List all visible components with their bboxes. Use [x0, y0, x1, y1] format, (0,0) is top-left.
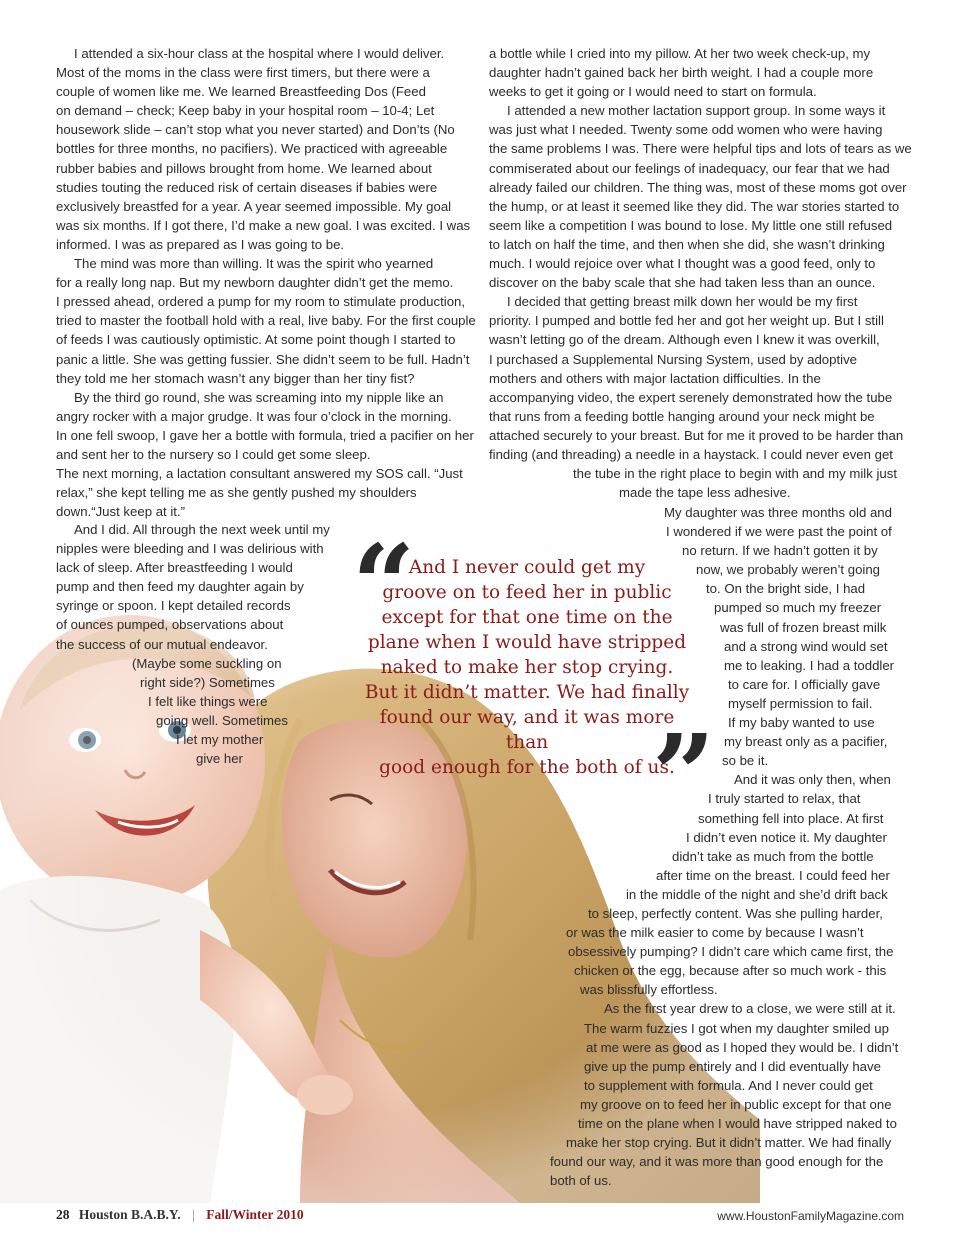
text-line: to sleep, perfectly content. Was she pulling harder,	[588, 905, 883, 921]
text-line: give her	[196, 751, 243, 767]
text-line: and a strong wind would set	[724, 638, 888, 654]
text-line: In one fell swoop, I gave her a bottle with formula, tried a pacifier on her	[56, 427, 474, 443]
text-line: a bottle while I cried into my pillow. At her two week check-up, my	[489, 46, 871, 61]
close-quote-icon: ”	[652, 710, 716, 839]
text-line: the same problems I was. There were helpful tips and lots of tears as we	[489, 141, 912, 157]
text-line: attached securely to your breast. But for me it proved to be harder than	[489, 427, 904, 443]
text-line: made the tape less adhesive.	[619, 485, 791, 501]
website-url[interactable]: www.HoustonFamilyMagazine.com	[717, 1209, 904, 1223]
text-line: pump and then feed my daughter again by	[56, 579, 304, 595]
text-line: finding (and threading) a needle in a haystack. I could never even get	[489, 446, 893, 462]
text-line: was just what I needed. Twenty some odd women who were having	[489, 122, 883, 138]
text-line: of feeds I was cautiously optimistic. At some point though I started to	[56, 332, 456, 348]
text-line: going well. Sometimes	[156, 712, 288, 728]
text-line: housework slide – can’t stop what you never started) and Don’ts (No	[56, 122, 455, 138]
pull-quote-line: except for that one time on the	[381, 607, 673, 628]
text-line: something fell into place. At first	[698, 810, 884, 826]
text-line: And it was only then, when	[734, 772, 891, 788]
text-line: the tube in the right place to begin with and my milk just	[573, 466, 898, 482]
text-line: mothers and others with major lactation difficulties. In the	[489, 370, 821, 386]
text-line: much. I would rejoice over what I thought was a good feed, only to	[489, 256, 876, 272]
text-line: the hump, or at least it seemed like they did. The war stories started to	[489, 198, 900, 214]
text-line: I truly started to relax, that	[708, 791, 861, 807]
pull-quote-line: And I never could get my	[408, 557, 646, 578]
text-line: bottles for three months, no pacifiers). We practiced with agreeable	[56, 141, 448, 157]
text-line: nipples were bleeding and I was delirious with	[56, 541, 324, 557]
pull-quote	[352, 520, 717, 839]
text-line: I attended a new mother lactation support group. In some ways it	[507, 103, 886, 119]
text-line: And I did. All through the next week until my	[74, 522, 330, 537]
text-line: My daughter was three months old and	[664, 505, 892, 520]
text-line: chicken or the egg, because after so much work - this	[574, 963, 887, 979]
text-line: was blissfully effortless.	[580, 982, 718, 998]
text-line: seem like a competition I was bound to lose. My little one still refused	[489, 217, 893, 233]
text-line: didn’t take as much from the bottle	[672, 848, 874, 864]
text-line: was full of frozen breast milk	[720, 619, 887, 635]
pull-quote-line: naked to make her stop crying.	[380, 657, 674, 678]
text-line: I pressed ahead, ordered a pump for my room to stimulate production,	[56, 294, 466, 310]
text-line: I purchased a Supplemental Nursing System, used by adoptive	[489, 351, 857, 367]
text-line: was six months. If I got there, I’d make a new goal. I was excited. I was	[56, 217, 471, 233]
text-line: me to leaking. I had a toddler	[724, 657, 895, 673]
text-line: to care for. I officially gave	[728, 676, 881, 692]
pull-quote-line: found our way, and it was more than	[379, 707, 675, 753]
text-line: already failed our children. The thing was, most of these moms got over	[489, 179, 907, 195]
text-line: I attended a six-hour class at the hospital where I would deliver.	[74, 46, 445, 61]
text-line: wasn’t letting go of the dream. Although even I knew it was overkill,	[489, 332, 880, 348]
text-line: priority. I pumped and bottle fed her and got her weight up. But I still	[489, 313, 884, 329]
text-line: I wondered if we were past the point of	[666, 524, 892, 540]
text-line: to latch on half the time, and then when she did, she wasn’t drinking	[489, 236, 885, 252]
footer-separator: |	[192, 1207, 195, 1222]
left-column-wrap	[56, 520, 356, 768]
text-line: to supplement with formula. And I never could get	[584, 1077, 873, 1093]
text-line: I felt like things were	[148, 693, 268, 709]
text-line: informed. I was as prepared as I was going to be.	[56, 236, 345, 252]
text-line: no return. If we hadn’t gotten it by	[682, 543, 878, 559]
text-line: give up the pump entirely and I did eventually have	[584, 1058, 881, 1074]
text-line: I let my mother	[176, 732, 264, 748]
text-line: so be it.	[722, 753, 769, 769]
text-line: tried to master the football hold with a real, live baby. For the first couple	[56, 313, 476, 329]
text-line: Most of the moms in the class were first timers, but there were a	[56, 65, 430, 81]
text-line: The warm fuzzies I got when my daughter smiled up	[584, 1020, 889, 1036]
text-line: found our way, and it was more than good enough for the	[550, 1154, 884, 1170]
pull-quote-text	[362, 555, 692, 780]
text-line: I didn’t even notice it. My daughter	[686, 829, 887, 845]
page-number: 28	[56, 1207, 70, 1222]
right-column	[489, 44, 912, 502]
magazine-name: Houston B.A.B.Y.	[78, 1207, 181, 1222]
text-line: discover on the baby scale that she had taken less than an ounce.	[489, 275, 876, 291]
text-line: pumped so much my freezer	[714, 600, 882, 616]
text-line: or was the milk easier to come by because I wasn’t	[566, 925, 864, 941]
text-line: now, we probably weren’t going	[696, 562, 881, 578]
text-line: couple of women like me. We learned Breastfeeding Dos (Feed	[56, 84, 426, 100]
text-line: of ounces pumped, observations about	[56, 617, 284, 633]
text-line: By the third go round, she was screaming into my nipple like an	[74, 389, 444, 405]
text-line: accompanying video, the expert serenely demonstrated how the tube	[489, 389, 893, 405]
text-line: right side?) Sometimes	[140, 674, 275, 690]
text-line: exclusively breastfed for a year. A year seemed impossible. My goal	[56, 198, 452, 214]
text-line: angry rocker with a major grudge. It was four o’clock in the morning.	[56, 408, 452, 424]
text-line: relax,” she kept telling me as she gently pushed my shoulders	[56, 485, 417, 501]
pull-quote-line: But it didn’t matter. We had finally	[364, 682, 690, 703]
text-line: syringe or spoon. I kept detailed records	[56, 598, 291, 614]
text-line: at me were as good as I hoped they would be. I didn’t	[586, 1039, 899, 1055]
text-line: and sent her to the nursery so I could get some sleep.	[56, 446, 371, 462]
text-line: (Maybe some suckling on	[132, 655, 282, 671]
text-line: my breast only as a pacifier,	[724, 734, 888, 750]
text-line: I decided that getting breast milk down her would be my first	[507, 294, 858, 310]
text-line: panic a little. She was getting fussier. She didn’t seem to be full. Hadn’t	[56, 351, 470, 367]
pull-quote-line: good enough for the both of us.	[379, 757, 675, 778]
text-line: for a really long nap. But my newborn daughter didn’t get the memo.	[56, 275, 454, 291]
text-line: make her stop crying. But it didn’t matter. We had finally	[566, 1135, 892, 1151]
text-line: weeks to get it going or I would need to start on formula.	[489, 84, 817, 100]
text-line: daughter hadn’t gained back her birth weight. I had a couple more	[489, 65, 874, 81]
text-line: lack of sleep. After breastfeeding I would	[56, 560, 293, 576]
text-line: that runs from a feeding bottle hanging around your neck might be	[489, 408, 875, 424]
text-line: to. On the bright side, I had	[706, 581, 866, 597]
text-line: on demand – check; Keep baby in your hospital room – 10-4; Let	[56, 103, 435, 119]
text-line: studies touting the reduced risk of certain diseases if babies were	[56, 179, 438, 195]
open-quote-icon: “	[352, 520, 416, 649]
text-line: they told me her stomach wasn’t any bigger than her tiny fist?	[56, 370, 415, 386]
text-line: If my baby wanted to use	[728, 715, 875, 731]
text-line: both of us.	[550, 1173, 612, 1189]
issue-season: Fall/Winter 2010	[206, 1207, 304, 1222]
text-line: commiserated about our feelings of inadequacy, our fear that we had	[489, 160, 890, 176]
left-column	[56, 44, 476, 521]
text-line: As the first year drew to a close, we were still at it.	[604, 1001, 896, 1017]
text-line: The mind was more than willing. It was the spirit who yearned	[74, 256, 434, 272]
page-footer	[56, 1207, 904, 1227]
pull-quote-line: groove on to feed her in public	[382, 582, 672, 603]
text-line: obsessively pumping? I didn’t care which came first, the	[568, 944, 894, 960]
text-line: time on the plane when I would have stripped naked to	[578, 1116, 897, 1131]
text-line: myself permission to fail.	[728, 695, 873, 711]
text-line: my groove on to feed her in public except for that one	[580, 1096, 892, 1112]
pull-quote-line: plane when I would have stripped	[367, 632, 687, 653]
text-line: in the middle of the night and she’d drift back	[626, 886, 888, 902]
text-line: The next morning, a lactation consultant answered my SOS call. “Just	[56, 466, 463, 482]
text-line: the success of our mutual endeavor.	[56, 636, 268, 652]
text-line: after time on the breast. I could feed her	[656, 867, 890, 883]
text-line: rubber babies and pillows brought from home. We learned about	[56, 160, 432, 176]
text-line: down.“Just keep at it.”	[56, 504, 186, 520]
